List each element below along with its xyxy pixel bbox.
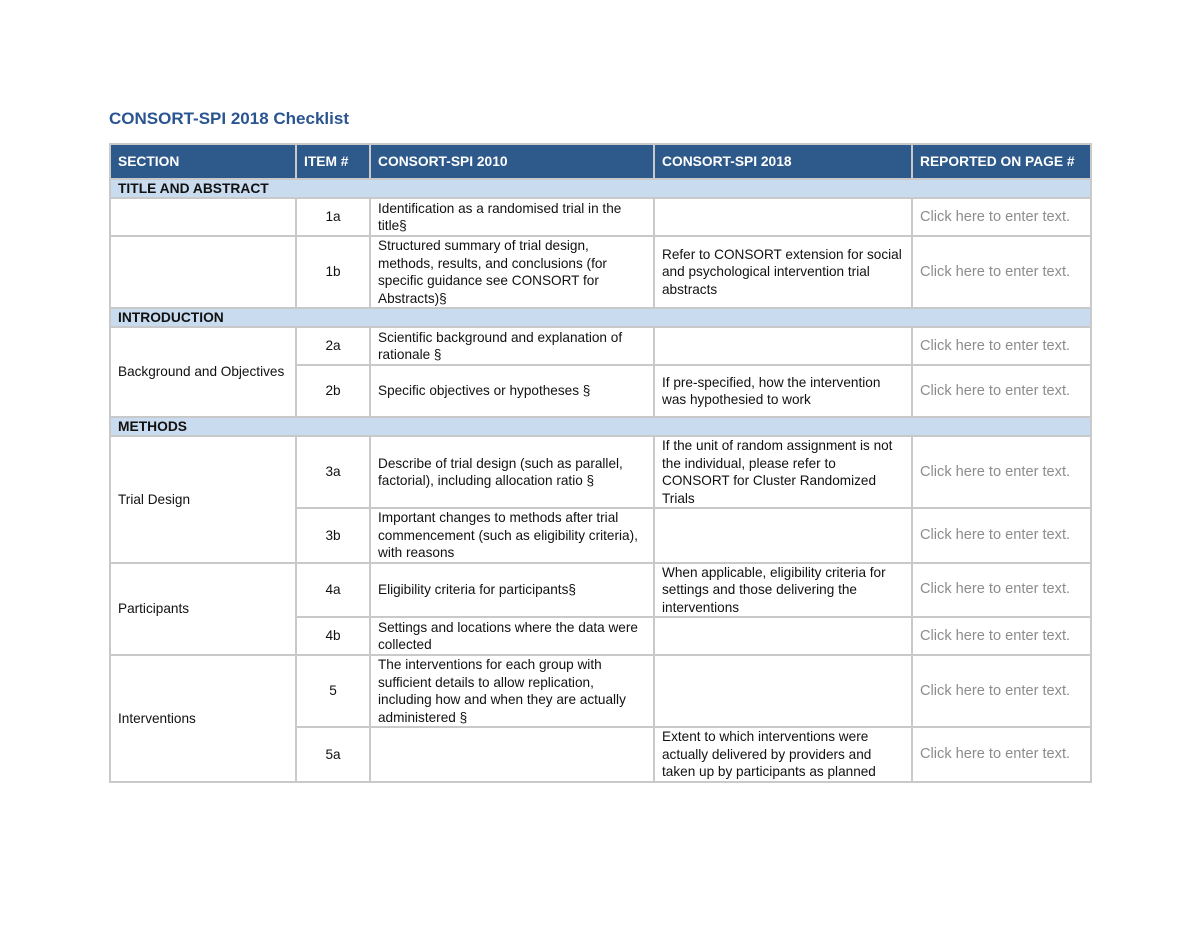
item-number: 1b xyxy=(296,236,370,308)
page-entry-field[interactable]: Click here to enter text. xyxy=(912,617,1091,655)
section-cell xyxy=(110,198,296,236)
item-number: 5a xyxy=(296,727,370,782)
page-entry-field[interactable]: Click here to enter text. xyxy=(912,327,1091,365)
item-number: 4a xyxy=(296,563,370,618)
consort-2018-text xyxy=(654,617,912,655)
consort-2010-text: Eligibility criteria for participants§ xyxy=(370,563,654,618)
section-cell xyxy=(110,236,296,308)
item-number: 5 xyxy=(296,655,370,727)
page-entry-field[interactable]: Click here to enter text. xyxy=(912,655,1091,727)
item-number: 2a xyxy=(296,327,370,365)
consort-2018-text xyxy=(654,198,912,236)
section-row-title-abstract xyxy=(110,179,1091,198)
page-entry-field[interactable]: Click here to enter text. xyxy=(912,365,1091,417)
consort-2010-text xyxy=(370,727,654,782)
item-number: 3a xyxy=(296,436,370,508)
header-item: ITEM # xyxy=(296,144,370,179)
consort-2018-text: When applicable, eligibility criteria for settings and those delivering the interventions xyxy=(654,563,912,618)
consort-2018-text: Extent to which interventions were actually delivered by providers and taken up by participants as planned xyxy=(654,727,912,782)
consort-2018-text: If the unit of random assignment is not the individual, please refer to CONSORT for Cluster Randomized Trials xyxy=(654,436,912,508)
consort-2010-text: Structured summary of trial design, methods, results, and conclusions (for specific guidance see CONSORT for Abstracts)§ xyxy=(370,236,654,308)
item-number: 4b xyxy=(296,617,370,655)
consort-2018-text xyxy=(654,327,912,365)
table-row xyxy=(110,236,1091,308)
document-title: CONSORT-SPI 2018 Checklist xyxy=(109,109,349,128)
table-row xyxy=(110,563,1091,618)
header-reported-page: REPORTED ON PAGE # xyxy=(912,144,1091,179)
consort-2010-text: Identification as a randomised trial in the title§ xyxy=(370,198,654,236)
consort-2010-text: Important changes to methods after trial commencement (such as eligibility criteria), with reasons xyxy=(370,508,654,563)
header-section: SECTION xyxy=(110,144,296,179)
item-number: 2b xyxy=(296,365,370,417)
subsection-interventions: Interventions xyxy=(110,655,296,782)
consort-2018-text: Refer to CONSORT extension for social and psychological intervention trial abstracts xyxy=(654,236,912,308)
subsection-participants: Participants xyxy=(110,563,296,656)
consort-2018-text: If pre-specified, how the intervention was hypothesied to work xyxy=(654,365,912,417)
table-row xyxy=(110,327,1091,365)
table-row xyxy=(110,198,1091,236)
consort-2010-text: The interventions for each group with sufficient details to allow replication, including how and when they are actually administered § xyxy=(370,655,654,727)
consort-2010-text: Settings and locations where the data were collected xyxy=(370,617,654,655)
section-label: TITLE AND ABSTRACT xyxy=(110,179,1091,198)
page-entry-field[interactable]: Click here to enter text. xyxy=(912,436,1091,508)
table-row xyxy=(110,655,1091,727)
table-row xyxy=(110,436,1091,508)
consort-2010-text: Describe of trial design (such as parallel, factorial), including allocation ratio § xyxy=(370,436,654,508)
page-entry-field[interactable]: Click here to enter text. xyxy=(912,727,1091,782)
page-entry-field[interactable]: Click here to enter text. xyxy=(912,236,1091,308)
item-number: 1a xyxy=(296,198,370,236)
consort-2018-text xyxy=(654,655,912,727)
consort-2018-text xyxy=(654,508,912,563)
page-entry-field[interactable]: Click here to enter text. xyxy=(912,563,1091,618)
section-label: METHODS xyxy=(110,417,1091,436)
section-row-introduction xyxy=(110,308,1091,327)
page-entry-field[interactable]: Click here to enter text. xyxy=(912,198,1091,236)
header-row xyxy=(110,144,1091,179)
consort-2010-text: Specific objectives or hypotheses § xyxy=(370,365,654,417)
consort-2010-text: Scientific background and explanation of rationale § xyxy=(370,327,654,365)
subsection-trial-design: Trial Design xyxy=(110,436,296,563)
subsection-background-objectives: Background and Objectives xyxy=(110,327,296,417)
checklist-table xyxy=(109,143,1092,783)
item-number: 3b xyxy=(296,508,370,563)
section-label: INTRODUCTION xyxy=(110,308,1091,327)
section-row-methods xyxy=(110,417,1091,436)
page-entry-field[interactable]: Click here to enter text. xyxy=(912,508,1091,563)
header-consort-2010: CONSORT-SPI 2010 xyxy=(370,144,654,179)
header-consort-2018: CONSORT-SPI 2018 xyxy=(654,144,912,179)
